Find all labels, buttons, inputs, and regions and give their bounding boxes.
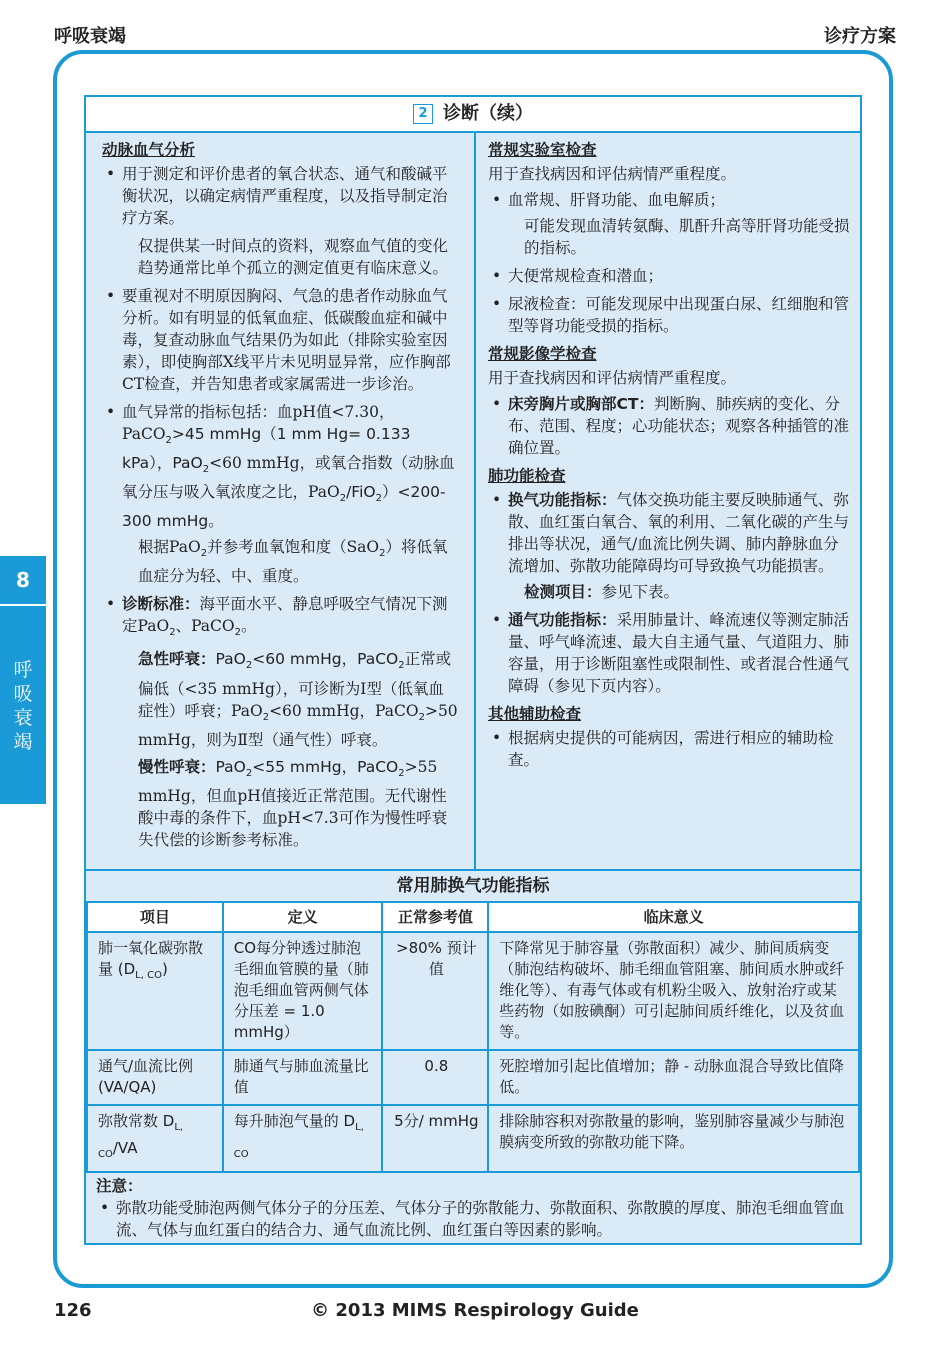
list-item: • 血气异常的指标包括：血pH值<7.30，PaCO$_2$>45 mmHg（1 mm Hg= 0.133 kPa），PaO$_2$<60 mmHg，或氧合指数（动脉血氧分压与吸入氧浓度之比，PaO$_2$/FiO$_2$）<200-300 mmHg。 - 根据PaO$_2$并参考血氧饱和度（SaO$_2$）将低氧血症分为轻、中、重度。 [102,401,458,587]
list-subitem: - 仅提供某一时间点的资料，观察血气值的变化趋势通常比单个孤立的测定值更有临床意义。 [122,235,458,279]
column-divider [474,131,476,869]
copyright-footer: © 2013 MIMS Respirology Guide [311,1300,639,1321]
right-column [488,139,852,777]
panel-title-bar [86,97,860,133]
table-header-cell: 正常参考值 [382,902,488,932]
list-subitem: - 慢性呼衰：PaO$_2$<55 mmHg，PaCO$_2$>55 mmHg，但血pH值接近正常范围。无代谢性酸中毒的条件下，血pH<7.3可作为慢性呼衰失代偿的诊断参考标准。 [122,756,458,851]
list-subitem: - 根据PaO$_2$并参考血氧饱和度（SaO$_2$）将低氧血症分为轻、中、重度。 [122,536,458,587]
table-row [87,1105,859,1172]
page-number: 126 [54,1300,92,1321]
chapter-tab-char: 衰 [13,707,33,729]
imaging-heading: 常规影像学检查 [488,345,597,363]
table-title: 常用肺换气功能指标 [86,871,860,901]
list-item: • 床旁胸片或胸部CT：判断胸、肺疾病的变化、分布、范围、程度；心功能状态；观察各种插管的准确位置。 [488,393,852,459]
list-item: • 血常规、肝肾功能、血电解质； - 可能发现血清转氨酶、肌酐升高等肝肾功能受损的指标。 [488,189,852,259]
list-item: • 要重视对不明原因胸闷、气急的患者作动脉血气分析。如有明显的低氧血症、低碳酸血症和碱中毒，复查动脉血气结果仍为如此（排除实验室因素），即使胸部X线平片未见明显异常，应作胸部CT检查，并告知患者或家属需进一步诊治。 [102,285,458,395]
table-cell-normal: 5分/ mmHg [382,1105,488,1172]
table-header-row [87,902,859,932]
section-number-box: 2 [413,104,433,124]
note-box [96,1175,856,1247]
list-item: • 根据病史提供的可能病因，需进行相应的辅助检查。 [488,727,852,771]
abg-heading: 动脉血气分析 [102,141,196,159]
table-cell-normal: >80% 预计值 [382,932,488,1050]
running-header-section: 诊疗方案 [824,26,896,47]
table-cell-significance: 下降常见于肺容量（弥散面积）减少、肺间质病变（肺泡结构破坏、肺毛细血管阻塞、肺间质水肿或纤维化等）、有毒气体或有机粉尘吸入、放射治疗或某些药物（如胺碘酮）可引起肺间质纤维化，以及贫血等。 [488,932,859,1050]
table-cell-significance: 排除肺容积对弥散量的影响，鉴别肺容量减少与肺泡膜病变所致的弥散功能下降。 [488,1105,859,1172]
chapter-tab-char: 竭 [13,731,33,753]
list-item: • 尿液检查：可能发现尿中出现蛋白尿、红细胞和管型等肾功能受损的指标。 [488,293,852,337]
table-header-cell: 临床意义 [488,902,859,932]
running-header-topic: 呼吸衰竭 [54,26,126,47]
table-header-cell: 项目 [87,902,223,932]
chapter-tab-number: 8 [0,556,46,604]
note-title: 注意： [96,1177,143,1195]
lab-intro: 用于查找病因和评估病情严重程度。 [488,165,737,183]
table-cell-item: 肺一氧化碳弥散量 $(D_{L, CO})$ [87,932,223,1050]
diagnosis-panel [84,95,862,1245]
list-item: • 换气功能指标：气体交换功能主要反映肺通气、弥散、血红蛋白氧合、氧的利用、二氧化碳的产生与排出等状况，通气/血流比例失调、肺内静脉血分流增加、弥散功能障碍均可导致换气功能损害。 - 检测项目：参见下表。 [488,489,852,603]
left-column [102,139,458,857]
chapter-tab-char: 呼 [13,659,33,681]
list-item: • 通气功能指标：采用肺量计、峰流速仪等测定肺活量、呼气峰流速、最大自主通气量、气道阻力、肺容量，用于诊断阻塞性或限制性、或者混合性通气障碍（参见下页内容）。 [488,609,852,697]
lab-heading: 常规实验室检查 [488,141,597,159]
table-cell-item: 通气/血流比例 (VA/QA) [87,1050,223,1105]
table-cell-item: 弥散常数 $D_{L, CO}/VA$ [87,1105,223,1172]
gas-exchange-table [86,901,860,1173]
table-cell-definition: 每升肺泡气量的 $D_{L, CO}$ [223,1105,383,1172]
panel-title: 诊断（续） [443,103,533,124]
chapter-tab-label [0,606,46,804]
table-cell-significance: 死腔增加引起比值增加；静 - 动脉血混合导致比值降低。 [488,1050,859,1105]
list-item: • 诊断标准：海平面水平、静息呼吸空气情况下测定PaO$_2$、PaCO$_2$。 - 急性呼衰：PaO$_2$<60 mmHg，PaCO$_2$正常或偏低（<35 mmHg），可诊断为Ⅰ型（低氧血症性）呼衰；PaO$_2$<60 mmHg，PaCO$_2$>50 mmHg，则为Ⅱ型（通气性）呼衰。 - 慢性呼衰：PaO$_2$<55 mmHg，PaCO$_2$>55 mmHg，但血pH值接近正常范围。无代谢性酸中毒的条件下，血pH<7.3可作为慢性呼衰失代偿的诊断参考标准。 [102,593,458,850]
pft-heading: 肺功能检查 [488,467,566,485]
list-item: • 用于测定和评价患者的氧合状态、通气和酸碱平衡状况，以确定病情严重程度，以及指导制定治疗方案。 - 仅提供某一时间点的资料，观察血气值的变化趋势通常比单个孤立的测定值更有临床意义。 [102,163,458,279]
table-row [87,1050,859,1105]
list-subitem: - 急性呼衰：PaO$_2$<60 mmHg，PaCO$_2$正常或偏低（<35 mmHg），可诊断为Ⅰ型（低氧血症性）呼衰；PaO$_2$<60 mmHg，PaCO$_2$>50 mmHg，则为Ⅱ型（通气性）呼衰。 [122,648,458,750]
list-subitem: - 检测项目：参见下表。 [508,581,852,603]
note-item: • 弥散功能受肺泡两侧气体分子的分压差、气体分子的弥散能力、弥散面积、弥散膜的厚度、肺泡毛细血管血流、气体与血红蛋白的结合力、通气血流比例、血红蛋白等因素的影响。 [96,1197,856,1241]
table-cell-definition: 肺通气与肺血流量比值 [223,1050,383,1105]
table-header-cell: 定义 [223,902,383,932]
imaging-intro: 用于查找病因和评估病情严重程度。 [488,369,737,387]
table-cell-normal: 0.8 [382,1050,488,1105]
other-tests-heading: 其他辅助检查 [488,705,582,723]
list-item: • 大便常规检查和潜血； [488,265,852,287]
list-subitem: - 可能发现血清转氨酶、肌酐升高等肝肾功能受损的指标。 [508,215,852,259]
chapter-tab-char: 吸 [13,683,33,705]
table-cell-definition: CO每分钟透过肺泡毛细血管膜的量（肺泡毛细血管两侧气体分压差 = 1.0 mmHg） [223,932,383,1050]
table-row [87,932,859,1050]
